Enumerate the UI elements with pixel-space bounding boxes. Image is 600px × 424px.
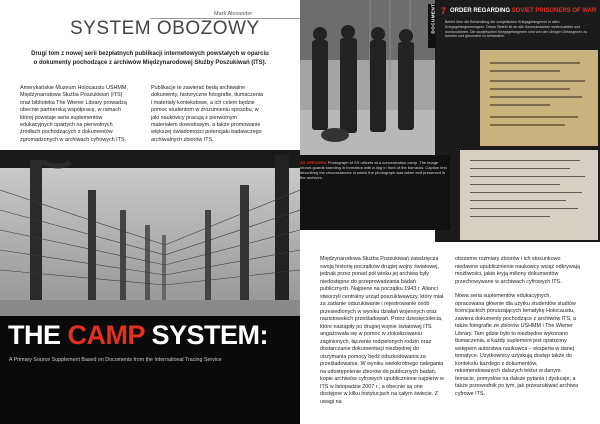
author-name: Mark Alexander bbox=[214, 11, 253, 17]
doc-text-line bbox=[470, 208, 578, 209]
doc-text-line bbox=[490, 116, 578, 118]
doc-text-line bbox=[470, 176, 585, 177]
body-column-4-paragraph-1: obszerne rozmiary zbiorów i ich stosunkowo niedawne upublicznienie naukowcy wciąż odkrywają możliwości, jakie kryją miliony dokumentów przechowywane w archiwach cyfrowych ITS. bbox=[455, 256, 580, 285]
cover-title-accent: CAMP bbox=[67, 320, 145, 350]
chapter-intro-text: Befehl über die Behandlung der sowjetischen Kriegsgefangenen in allen Kriegsgefangenenlagern. Dieser Befehl ist an alle Kommandanten weiterzuleiten und durchzuführen. Die sowjetischen Kriegsgefangenen sind von den übrigen Gefangenen zu trennen und gesondert zu behandeln. bbox=[445, 20, 588, 39]
body-column-4 bbox=[455, 256, 581, 398]
chapter-title bbox=[450, 8, 596, 14]
side-tab-label: DOCUMENT bbox=[430, 3, 436, 34]
doc-text-line bbox=[470, 216, 550, 217]
intro-paragraph: Drugi tom z nowej serii bezpłatnych publikacji internetowych powstałych w oparciu o dokumenty pochodzące z archiwów Międzynarodowej Służby Poszukiwań (ITS). bbox=[31, 51, 269, 66]
doc-text-line bbox=[490, 124, 565, 126]
doc-text-line bbox=[470, 168, 570, 169]
photo-caption-text: Photograph of SS officers at a concentration camp. The image shows guards standing in formation with a dog in front of the barracks. Caption text describing the circumstances in which the photograph was taken and preserved in the archives. bbox=[300, 160, 447, 180]
chapter-title-accent: SOVIET PRISONERS OF WAR bbox=[511, 8, 597, 14]
doc-text-line bbox=[470, 192, 582, 193]
doc-text-line bbox=[490, 88, 570, 90]
doc-text-line bbox=[490, 80, 585, 82]
doc-text-line bbox=[490, 96, 582, 98]
cover-subtitle: A Primary Source Supplement Based on Documents from the International Tracing Service bbox=[9, 357, 222, 363]
body-column-4-paragraph-2: Nowa seria suplementów edukacyjnych, opracowana głównie dla użytku studentów studiów licencjackich poruszających tematykę Holocaustu, zawiera dokumenty pochodzące z archiwów ITS, a także fotografie ze zbiorów USHMM i The Wiener Library. Tam gdzie było to niezbędne wykonano tłumaczenia, a każdy suplement jest opatrzony wstępem autorstwa naukowca – eksperta w danej tematyce. Użytkownicy uzyskują dostęp także do kontekstu każdego z dokumentów, rekomendowanych dalszych lektur w danym temacie, pomysłów na dalsze pytania i dyskusje, a także przewodnik po tym, jak przeszukiwać archiwa cyfrowe ITS. bbox=[455, 293, 579, 397]
body-column-3: Międzynarodowa Służba Poszukiwań zawdzięcza swoją historię początków drugiej wojny światowej, jednak przez ponad pół wieku jej archiwa były niedostępne do przeprowadzania badań publicznych. Najpierw na początku 1943 r. Alianci stworzyli centralny urząd poszukiwawczy, który miał za zadanie odszukiwanie i rejestrowanie osób przesiedlonych w wyniku działań wojennych oraz nazistowskich prześladowań. Przez dziesięciolecia, które nastąpiły po drugiej wojnie światowej ITS angażowała się w pomoc w zlokalizowaniu zaginionych, łączenie rodzielonych rodzin oraz dostarczanie dokumentacji niezbędnej do otrzymania pomocy będź odszkodowania za prześladowania. W wyniku wielokrotnego nalegania na udostępnienie zbiorów do publicznych badań, kopie archiwów cyfrowych upublicznione najpierw w ITS w listopadzie 2007 r., a obecnie są one dostępne w kilku instytucjach na całym świecie. Z uwagi na bbox=[320, 256, 444, 405]
cover-title-part1: THE bbox=[8, 320, 68, 350]
cover-title-part2: SYSTEM: bbox=[144, 320, 269, 350]
doc-text-line bbox=[470, 160, 580, 161]
doc-text-line bbox=[470, 200, 566, 201]
body-column-2: Publikacje te zawierać będą archiwalne dokumenty, historyczne fotografie, tłumaczenia i materiały kontekstowe, a ich celem będzie pomoc studentom w zrozumieniu sposobu, w jaki naukowcy pracują z pierwotnym materiałem dowodowym, a także promowanie większej świadomości potencjału badawczego archiwalnych zbiorów ITS. bbox=[151, 85, 263, 143]
ss-officers-photo bbox=[300, 0, 435, 155]
chapter-number: 7 bbox=[441, 6, 447, 16]
doc-text-line bbox=[490, 62, 580, 64]
photo-caption bbox=[300, 160, 450, 180]
doc-text-line bbox=[470, 184, 560, 185]
right-brochure-page bbox=[300, 0, 600, 424]
archive-document-scan-2 bbox=[460, 150, 598, 240]
body-column-1: Amerykańskie Muzeum Holocaustu USHMM, Międzynarodowa Służba Poszukiwań (ITS) oraz biblioteka The Wiener Library prowadzą obecnie partnerską współpracę, w ramach której powstaje seria suplementów edukacyjnych opartych na pierwotnych źródłach pochodzących z dokumentów zgromadzonych w archiwach cyfrowych ITS. bbox=[20, 85, 128, 143]
cover-title bbox=[8, 320, 298, 351]
photo-caption-label: SS OFFICERS bbox=[300, 160, 327, 165]
page-title: SYSTEM OBOZOWY bbox=[70, 18, 260, 39]
chapter-title-part1: ORDER REGARDING bbox=[450, 8, 512, 14]
doc-text-line bbox=[490, 104, 550, 106]
doc-text-line bbox=[490, 70, 560, 72]
archive-document-scan bbox=[480, 50, 598, 146]
